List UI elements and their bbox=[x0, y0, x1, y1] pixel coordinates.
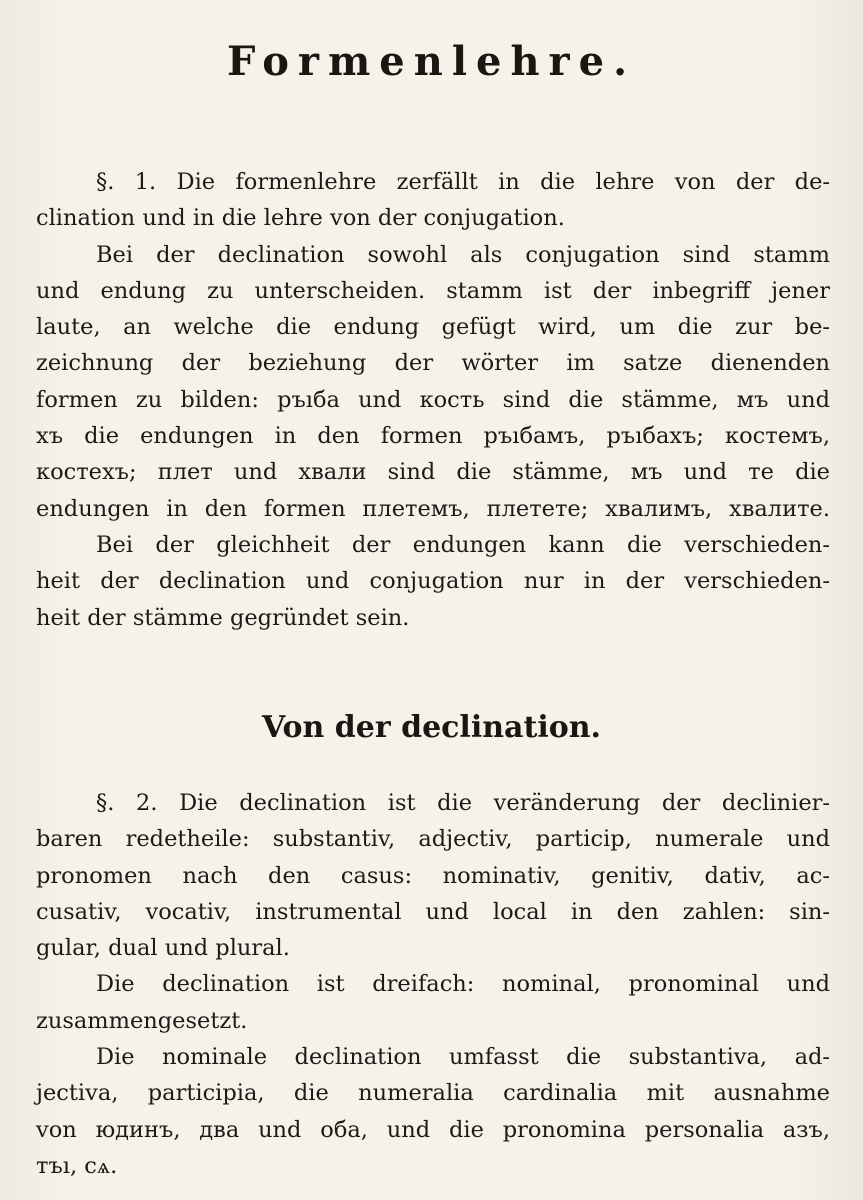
section-2-line: §. 2. Die declination ist die veränderung der declinier- bbox=[96, 790, 830, 816]
section-1-line: Bei der declination sowohl als conjugation sind stamm bbox=[96, 241, 830, 268]
section-1-line: endungen in den formen плетемъ, плетете; хвалимъ, хвалите. bbox=[36, 495, 830, 522]
section-1-line: §. 1. Die formenlehre zerfällt in die lehre von der de- bbox=[96, 169, 830, 195]
section-2-line: Die nominale declination umfasst die substantiva, ad- bbox=[96, 1044, 830, 1071]
section-1-line: und endung zu unterscheiden. stamm ist der inbegriff jener bbox=[36, 277, 830, 304]
section-2-line: Die declination ist dreifach: nominal, pronominal und bbox=[96, 971, 830, 998]
section-1-line: laute, an welche die endung gefügt wird, um die zur be- bbox=[36, 314, 830, 341]
section-1-line: хъ die endungen in den formen ръıбамъ, ръıбахъ; костемъ, bbox=[36, 423, 830, 450]
section-2-line: jectiva, participia, die numeralia cardinalia mit ausnahme bbox=[36, 1080, 830, 1107]
section-1-line: костехъ; плет und хвали sind die stämme, мъ und те die bbox=[36, 459, 830, 486]
section-1-line: heit der declination und conjugation nur in der verschieden- bbox=[36, 568, 830, 595]
section-2-line: cusativ, vocativ, instrumental und local in den zahlen: sin- bbox=[36, 898, 830, 925]
section-1-line: formen zu bilden: ръıба und кость sind die stämme, мъ und bbox=[36, 386, 830, 413]
section-2-line: zusammengesetzt. bbox=[36, 1007, 248, 1034]
section-2-line: pronomen nach den casus: nominativ, genitiv, dativ, ac- bbox=[36, 862, 830, 889]
section-1 bbox=[36, 164, 830, 636]
section-1-line: clination und in die lehre von der conjugation. bbox=[36, 205, 565, 232]
section-2 bbox=[36, 785, 830, 1184]
section-2-line: baren redetheile: substantiv, adjectiv, particip, numerale und bbox=[36, 826, 830, 853]
section-1-line: zeichnung der beziehung der wörter im satze dienenden bbox=[36, 350, 830, 377]
section-1-line: Bei der gleichheit der endungen kann die verschieden- bbox=[96, 531, 830, 558]
section-2-line: gular, dual und plural. bbox=[36, 935, 290, 962]
section-2-line: von юдинъ, два und оба, und die pronomina personalia азъ, bbox=[36, 1116, 830, 1143]
section-2-line: тъı, сѧ. bbox=[36, 1152, 118, 1179]
section-heading: Von der declination. bbox=[262, 710, 601, 745]
page-title: Formenlehre. bbox=[227, 38, 636, 85]
section-1-line: heit der stämme gegründet sein. bbox=[36, 604, 410, 631]
